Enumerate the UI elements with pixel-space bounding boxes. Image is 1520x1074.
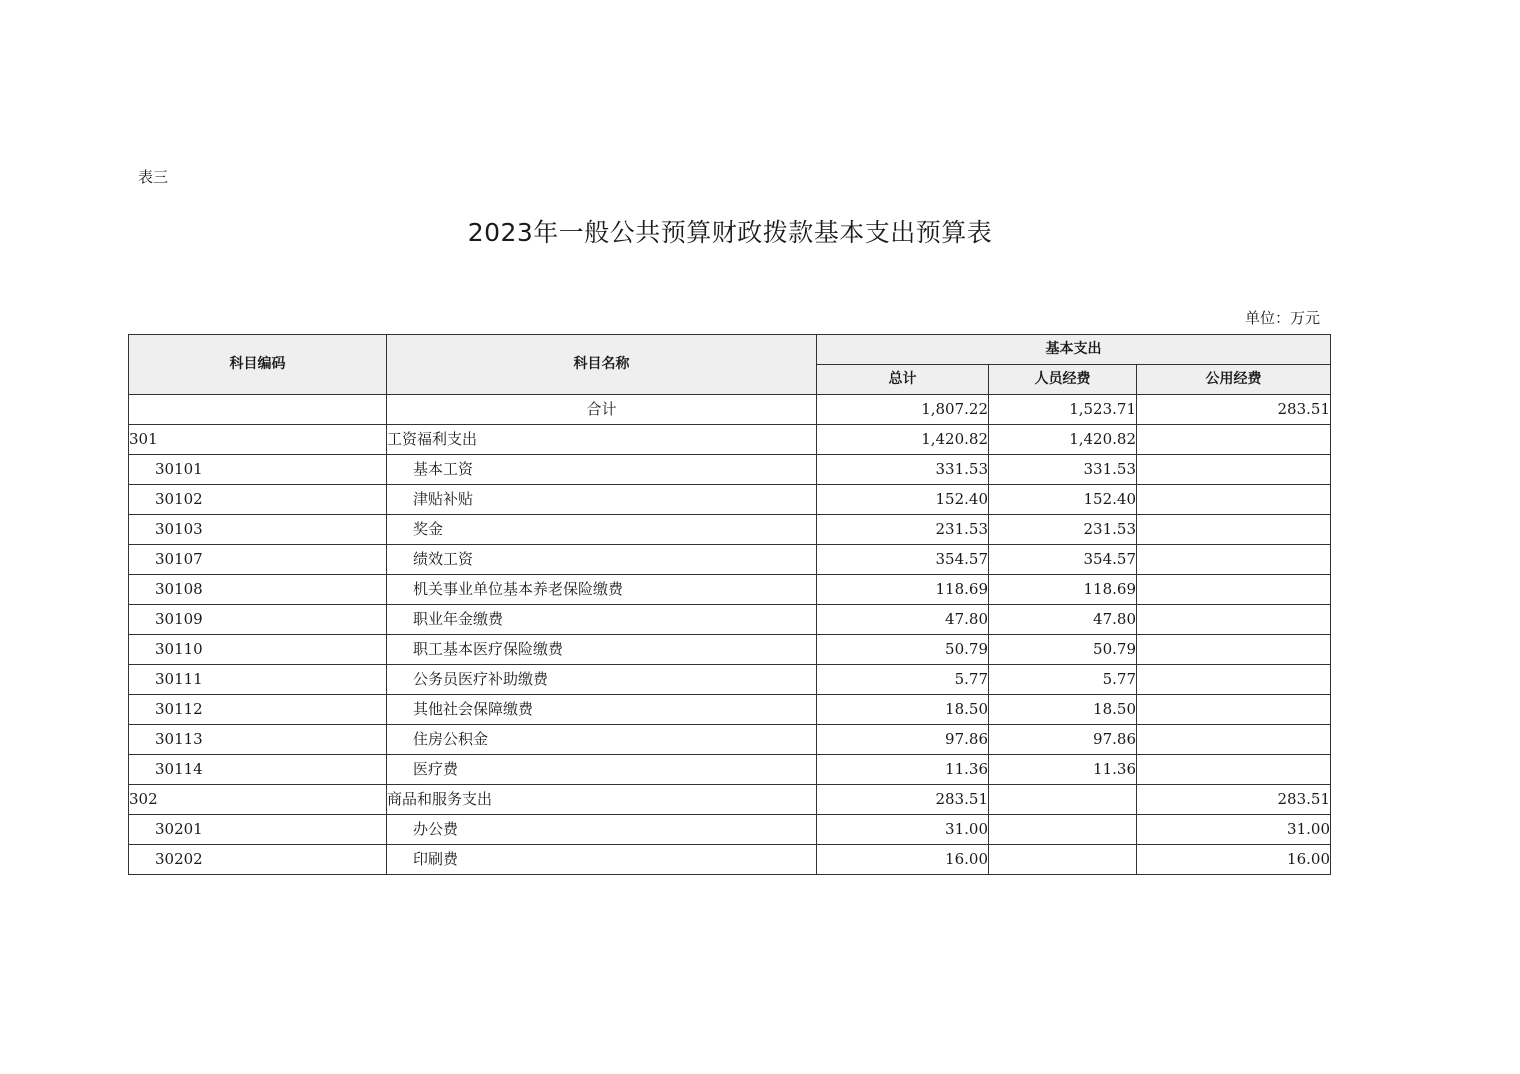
cell-personnel: 50.79 (989, 635, 1137, 665)
cell-personnel: 5.77 (989, 665, 1137, 695)
cell-name: 机关事业单位基本养老保险缴费 (387, 575, 817, 605)
table-body (129, 395, 1331, 875)
cell-code: 30103 (129, 515, 387, 545)
cell-name: 印刷费 (387, 845, 817, 875)
cell-personnel: 47.80 (989, 605, 1137, 635)
cell-public (1137, 695, 1331, 725)
cell-name: 津贴补贴 (387, 485, 817, 515)
cell-name: 绩效工资 (387, 545, 817, 575)
cell-personnel: 18.50 (989, 695, 1137, 725)
budget-table (128, 334, 1331, 875)
table-row (129, 815, 1331, 845)
cell-total: 331.53 (817, 455, 989, 485)
cell-total: 31.00 (817, 815, 989, 845)
cell-code: 30111 (129, 665, 387, 695)
cell-personnel: 152.40 (989, 485, 1137, 515)
cell-public (1137, 545, 1331, 575)
cell-code: 30110 (129, 635, 387, 665)
table-header (129, 335, 1331, 395)
header-personnel: 人员经费 (989, 365, 1137, 395)
page-title: 2023年一般公共预算财政拨款基本支出预算表 (467, 218, 993, 247)
table-row (129, 395, 1331, 425)
cell-name: 合计 (387, 395, 817, 425)
cell-name: 职业年金缴费 (387, 605, 817, 635)
cell-code (129, 395, 387, 425)
cell-public (1137, 455, 1331, 485)
cell-name: 基本工资 (387, 455, 817, 485)
cell-public (1137, 665, 1331, 695)
cell-public (1137, 725, 1331, 755)
table-row (129, 755, 1331, 785)
cell-total: 152.40 (817, 485, 989, 515)
unit-label: 单位：万元 (1244, 309, 1320, 327)
cell-total: 18.50 (817, 695, 989, 725)
cell-code: 30202 (129, 845, 387, 875)
header-code: 科目编码 (129, 335, 387, 395)
cell-personnel: 231.53 (989, 515, 1137, 545)
cell-name: 办公费 (387, 815, 817, 845)
table-row (129, 665, 1331, 695)
cell-total: 11.36 (817, 755, 989, 785)
cell-name: 商品和服务支出 (387, 785, 817, 815)
cell-code: 30114 (129, 755, 387, 785)
cell-code: 30102 (129, 485, 387, 515)
cell-code: 30112 (129, 695, 387, 725)
cell-total: 354.57 (817, 545, 989, 575)
cell-personnel: 97.86 (989, 725, 1137, 755)
cell-public: 283.51 (1137, 395, 1331, 425)
cell-code: 30113 (129, 725, 387, 755)
cell-personnel: 1,523.71 (989, 395, 1137, 425)
table-row (129, 545, 1331, 575)
cell-code: 30201 (129, 815, 387, 845)
cell-code: 30107 (129, 545, 387, 575)
table-row (129, 785, 1331, 815)
table-row (129, 635, 1331, 665)
table-row (129, 605, 1331, 635)
header-public: 公用经费 (1137, 365, 1331, 395)
cell-personnel: 11.36 (989, 755, 1137, 785)
table-row (129, 575, 1331, 605)
table-row (129, 485, 1331, 515)
cell-public (1137, 425, 1331, 455)
cell-code: 302 (129, 785, 387, 815)
cell-total: 118.69 (817, 575, 989, 605)
header-basic-expenditure: 基本支出 (817, 335, 1331, 365)
cell-personnel: 118.69 (989, 575, 1137, 605)
table-row (129, 845, 1331, 875)
cell-name: 公务员医疗补助缴费 (387, 665, 817, 695)
cell-code: 301 (129, 425, 387, 455)
cell-total: 1,420.82 (817, 425, 989, 455)
cell-public (1137, 605, 1331, 635)
cell-public (1137, 755, 1331, 785)
cell-personnel: 1,420.82 (989, 425, 1137, 455)
cell-personnel (989, 785, 1137, 815)
cell-name: 职工基本医疗保险缴费 (387, 635, 817, 665)
cell-personnel (989, 845, 1137, 875)
cell-name: 其他社会保障缴费 (387, 695, 817, 725)
cell-name: 工资福利支出 (387, 425, 817, 455)
cell-total: 231.53 (817, 515, 989, 545)
cell-name: 医疗费 (387, 755, 817, 785)
cell-public (1137, 575, 1331, 605)
cell-public (1137, 485, 1331, 515)
cell-code: 30108 (129, 575, 387, 605)
cell-total: 50.79 (817, 635, 989, 665)
header-total: 总计 (817, 365, 989, 395)
cell-code: 30109 (129, 605, 387, 635)
cell-name: 奖金 (387, 515, 817, 545)
cell-total: 97.86 (817, 725, 989, 755)
table-row (129, 455, 1331, 485)
cell-total: 47.80 (817, 605, 989, 635)
cell-public: 283.51 (1137, 785, 1331, 815)
cell-total: 1,807.22 (817, 395, 989, 425)
cell-personnel: 331.53 (989, 455, 1137, 485)
table-row (129, 695, 1331, 725)
cell-personnel (989, 815, 1137, 845)
table-label: 表三 (138, 168, 169, 186)
cell-public (1137, 515, 1331, 545)
table-row (129, 425, 1331, 455)
cell-public (1137, 635, 1331, 665)
cell-total: 16.00 (817, 845, 989, 875)
cell-code: 30101 (129, 455, 387, 485)
header-name: 科目名称 (387, 335, 817, 395)
cell-public: 31.00 (1137, 815, 1331, 845)
table-row (129, 515, 1331, 545)
cell-personnel: 354.57 (989, 545, 1137, 575)
table-row (129, 725, 1331, 755)
cell-name: 住房公积金 (387, 725, 817, 755)
cell-public: 16.00 (1137, 845, 1331, 875)
cell-total: 283.51 (817, 785, 989, 815)
cell-total: 5.77 (817, 665, 989, 695)
